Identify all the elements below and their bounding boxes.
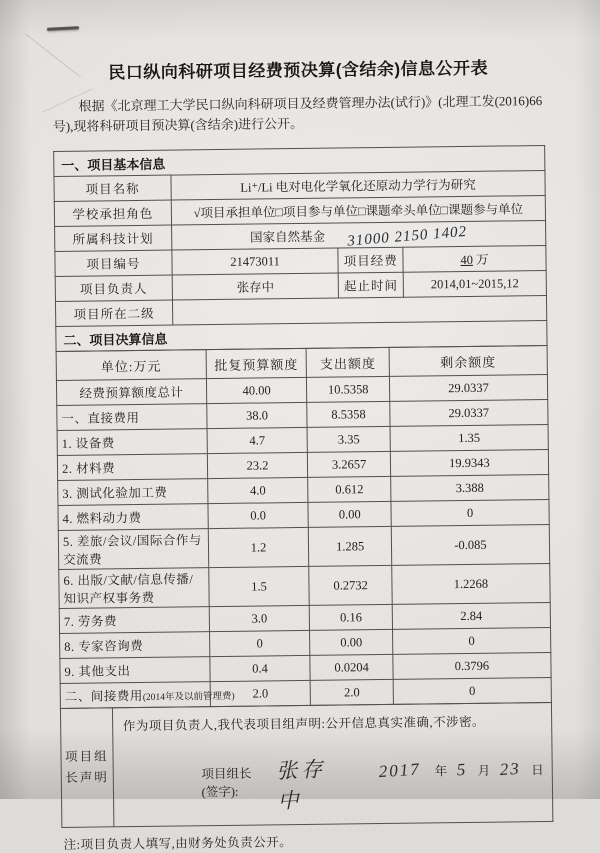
approved-value: 4.0 bbox=[207, 478, 308, 504]
month-label: 月 bbox=[477, 763, 491, 779]
row-label bbox=[60, 682, 235, 709]
spent-value: 3.2657 bbox=[308, 452, 391, 478]
basic-info-table bbox=[53, 145, 547, 352]
day-label: 日 bbox=[531, 763, 544, 778]
handwritten-year: 2017 bbox=[378, 759, 422, 782]
form-title: 民口纵向科研项目经费预决算(含结余)信息公开表 bbox=[108, 58, 489, 83]
spent-value: 8.5358 bbox=[307, 402, 390, 428]
budget-table bbox=[56, 345, 552, 709]
approved-value: 0.0 bbox=[208, 503, 309, 529]
row-label: 8. 专家咨询费 bbox=[60, 632, 210, 659]
remaining-value: 2.84 bbox=[392, 603, 550, 630]
approved-value: 4.7 bbox=[207, 428, 308, 454]
spent-value: 2.0 bbox=[311, 680, 394, 706]
school-role-value: √项目承担单位□项目参与单位□课题牵头单位□课题参与单位 bbox=[171, 196, 545, 226]
row-label: 5. 差旅/会议/国际合作与交流费 bbox=[58, 529, 208, 570]
handwritten-signature: 张存中 bbox=[275, 757, 327, 814]
spent-value: 0.0204 bbox=[310, 655, 393, 681]
spent-value: 0.2732 bbox=[309, 566, 392, 606]
col-header-spent: 支出额度 bbox=[306, 348, 389, 378]
remaining-value: 3.388 bbox=[391, 475, 549, 502]
row-label: 7. 劳务费 bbox=[59, 607, 209, 634]
handwritten-day: 23 bbox=[499, 759, 522, 780]
row-label: 一、直接费用 bbox=[57, 404, 207, 431]
signature-label: 项目组长(签字): bbox=[201, 766, 252, 800]
footnote: 注:项目负责人填写,由财务处负责公开。 bbox=[63, 835, 293, 853]
handwritten-month: 5 bbox=[456, 760, 469, 780]
col-header-approved: 批复预算额度 bbox=[206, 349, 307, 379]
school-role-label: 学校承担角色 bbox=[54, 200, 171, 226]
form-page bbox=[52, 53, 554, 853]
section-title: 一、项目基本信息 bbox=[54, 146, 545, 177]
approved-value: 1.5 bbox=[208, 567, 309, 607]
remaining-value: 0 bbox=[392, 628, 550, 655]
declaration-statement: 作为项目负责人,我代表项目组声明:公开信息真实准确,不涉密。 bbox=[122, 715, 486, 734]
staple-mark bbox=[47, 26, 79, 31]
remaining-value: 0 bbox=[393, 678, 551, 705]
project-name-value: Li⁺/Li 电对电化学氧化还原动力学行为研究 bbox=[171, 171, 545, 201]
remaining-value: 0.3796 bbox=[393, 653, 551, 680]
signature-row bbox=[123, 751, 544, 816]
declaration-box bbox=[60, 702, 553, 828]
approved-value: 40.00 bbox=[206, 378, 307, 404]
budget-row-publication bbox=[59, 564, 550, 609]
spent-value: 10.5358 bbox=[307, 377, 390, 403]
spent-value: 0.00 bbox=[308, 502, 391, 528]
project-period-value: 2014,01~2015,12 bbox=[403, 271, 546, 298]
row-label: 6. 出版/文献/信息传播/知识产权事务费 bbox=[59, 568, 209, 609]
project-funds-value bbox=[403, 246, 546, 273]
remaining-value: 29.0337 bbox=[389, 375, 547, 402]
col-header-remaining: 剩余额度 bbox=[389, 346, 547, 377]
department-label: 项目所在二级 bbox=[55, 300, 172, 326]
remaining-value: 29.0337 bbox=[390, 400, 548, 427]
row-label: 3. 测试化验加工费 bbox=[58, 479, 208, 506]
project-number-label: 项目编号 bbox=[55, 250, 172, 276]
declaration-label: 项目组长声明 bbox=[60, 708, 113, 828]
approved-value: 2.0 bbox=[210, 681, 311, 707]
program-value: 国家自然基金 bbox=[250, 229, 326, 245]
funds-unit: 万 bbox=[476, 252, 489, 268]
project-leader-label: 项目负责人 bbox=[55, 275, 172, 301]
row-label: 9. 其他支出 bbox=[60, 657, 210, 684]
remaining-value: -0.085 bbox=[391, 525, 550, 566]
declaration-body bbox=[112, 703, 553, 827]
row-label: 1. 设备费 bbox=[57, 429, 207, 456]
intro-paragraph: 根据《北京理工大学民口纵向科研项目及经费管理办法(试行)》(北理工发(2016)66号),现将科研项目预决算(含结余)进行公开。 bbox=[52, 93, 543, 135]
remaining-value: 1.35 bbox=[390, 425, 548, 452]
unit-header: 单位:万元 bbox=[56, 350, 206, 381]
remaining-value: 0 bbox=[391, 500, 549, 527]
remaining-value: 19.9343 bbox=[390, 450, 548, 477]
project-funds-label: 项目经费 bbox=[338, 248, 403, 274]
approved-value: 0.4 bbox=[210, 656, 311, 682]
spent-value: 0.612 bbox=[308, 477, 391, 503]
approved-value: 0 bbox=[209, 631, 310, 657]
project-leader-value: 张存中 bbox=[172, 273, 339, 300]
handwritten-account-number: 31000 2150 1402 bbox=[346, 223, 468, 250]
row-label: 4. 燃料动力费 bbox=[58, 504, 208, 531]
program-label: 所属科技计划 bbox=[55, 225, 172, 251]
spent-value: 3.35 bbox=[307, 427, 390, 453]
approved-value: 38.0 bbox=[206, 403, 307, 429]
funds-amount: 40 bbox=[460, 253, 474, 268]
remaining-value: 1.2268 bbox=[392, 564, 551, 605]
spent-value: 0.00 bbox=[310, 630, 393, 656]
indirect-label-sub: (2014年及以前管理费) bbox=[142, 692, 235, 704]
indirect-label: 二、间接费用 bbox=[64, 689, 143, 705]
project-number-value: 21473011 bbox=[172, 248, 339, 275]
budget-row-travel bbox=[58, 525, 549, 570]
section-title: 二、项目决算信息 bbox=[56, 321, 547, 352]
approved-value: 1.2 bbox=[208, 528, 309, 568]
project-period-label: 起止时间 bbox=[338, 273, 403, 299]
project-name-label: 项目名称 bbox=[54, 175, 171, 201]
spent-value: 1.285 bbox=[309, 527, 392, 567]
year-label: 年 bbox=[434, 764, 448, 779]
approved-value: 3.0 bbox=[209, 606, 310, 632]
spent-value: 0.16 bbox=[310, 605, 393, 631]
declaration-row bbox=[60, 703, 552, 828]
approved-value: 23.2 bbox=[207, 453, 308, 479]
row-label: 2. 材料费 bbox=[57, 454, 207, 481]
row-label: 经费预算额度总计 bbox=[56, 379, 206, 406]
